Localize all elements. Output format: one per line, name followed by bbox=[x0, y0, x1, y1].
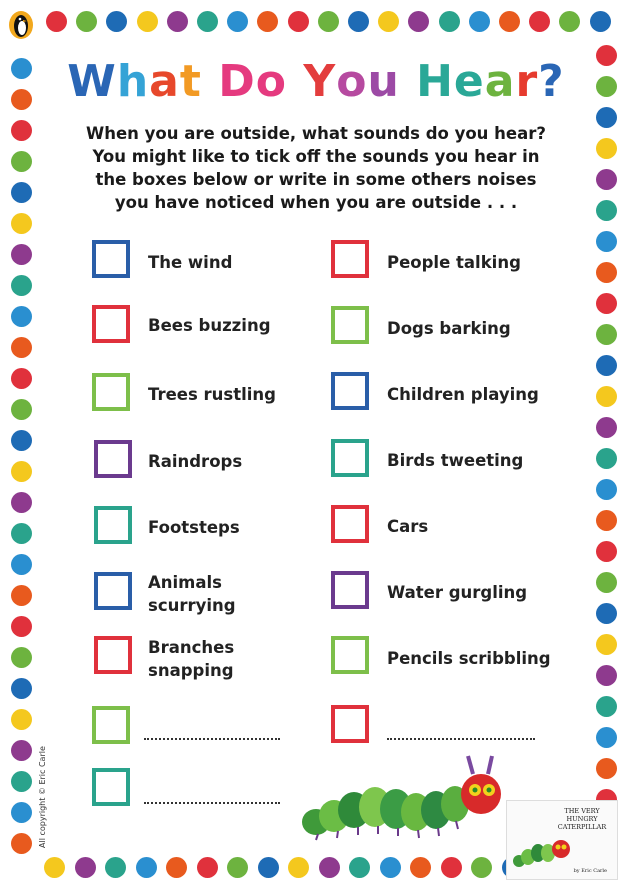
border-dot bbox=[106, 11, 127, 32]
border-dot bbox=[410, 857, 431, 878]
border-dot bbox=[11, 244, 32, 265]
border-dot bbox=[596, 758, 617, 779]
border-dot bbox=[105, 857, 126, 878]
book-title-line: HUNGRY bbox=[566, 815, 598, 823]
border-dot bbox=[596, 138, 617, 159]
border-dot bbox=[166, 857, 187, 878]
book-caterpillar-image bbox=[511, 831, 571, 871]
border-dot bbox=[11, 461, 32, 482]
border-dot bbox=[596, 665, 617, 686]
border-dot bbox=[11, 306, 32, 327]
title-letter: o bbox=[255, 56, 287, 107]
border-dot bbox=[596, 386, 617, 407]
border-dot bbox=[348, 11, 369, 32]
border-dot bbox=[197, 11, 218, 32]
border-dot bbox=[11, 616, 32, 637]
label-dogs-barking: Dogs barking bbox=[387, 319, 511, 338]
label-water-gurgling: Water gurgling bbox=[387, 583, 528, 602]
border-dot bbox=[559, 11, 580, 32]
page-title bbox=[0, 56, 632, 108]
checkbox-blank-right-1[interactable] bbox=[331, 705, 369, 743]
border-dot bbox=[596, 355, 617, 376]
checkbox-raindrops[interactable] bbox=[94, 440, 132, 478]
border-dot bbox=[318, 11, 339, 32]
border-dot bbox=[596, 510, 617, 531]
border-dot bbox=[137, 11, 158, 32]
border-dot bbox=[590, 11, 611, 32]
border-dot bbox=[11, 151, 32, 172]
border-dot bbox=[596, 634, 617, 655]
label-the-wind: The wind bbox=[148, 253, 233, 272]
border-dot bbox=[46, 11, 67, 32]
border-dot bbox=[11, 678, 32, 699]
border-dot bbox=[11, 523, 32, 544]
border-dot bbox=[596, 231, 617, 252]
checkbox-footsteps[interactable] bbox=[94, 506, 132, 544]
title-letter: r bbox=[515, 56, 539, 107]
book-title-line: CATERPILLAR bbox=[557, 823, 607, 831]
intro-line: When you are outside, what sounds do you hear? bbox=[86, 124, 546, 143]
border-dot bbox=[11, 833, 32, 854]
border-dot bbox=[596, 293, 617, 314]
label-raindrops: Raindrops bbox=[148, 452, 243, 471]
label-bees-buzzing: Bees buzzing bbox=[148, 316, 271, 335]
border-dot bbox=[471, 857, 492, 878]
label-pencils-scribbling: Pencils scribbling bbox=[387, 649, 551, 668]
title-letter: ? bbox=[538, 56, 565, 107]
title-letter: a bbox=[484, 56, 516, 107]
title-letter: D bbox=[218, 56, 256, 107]
border-dot bbox=[11, 368, 32, 389]
border-dot bbox=[11, 802, 32, 823]
border-dot bbox=[11, 647, 32, 668]
border-dot bbox=[596, 324, 617, 345]
border-dot bbox=[75, 857, 96, 878]
border-dot bbox=[529, 11, 550, 32]
border-dot bbox=[167, 11, 188, 32]
title-letter: Y bbox=[303, 56, 337, 107]
caterpillar-illustration bbox=[298, 752, 503, 844]
label-animals-scurrying: Animals scurrying bbox=[148, 573, 236, 615]
title-letter: o bbox=[336, 56, 368, 107]
label-trees-rustling: Trees rustling bbox=[148, 385, 276, 404]
title-letter: W bbox=[67, 56, 117, 107]
border-dot bbox=[11, 771, 32, 792]
checkbox-people-talking[interactable] bbox=[331, 240, 369, 278]
copyright-text: All copyright © Eric Carle bbox=[38, 746, 47, 848]
border-dot bbox=[441, 857, 462, 878]
border-dot bbox=[408, 11, 429, 32]
checkbox-pencils-scribbling[interactable] bbox=[331, 636, 369, 674]
border-dot bbox=[11, 709, 32, 730]
checkbox-trees-rustling[interactable] bbox=[92, 373, 130, 411]
border-dot bbox=[11, 740, 32, 761]
title-letter bbox=[287, 56, 303, 108]
border-dot bbox=[469, 11, 490, 32]
checkbox-bees-buzzing[interactable] bbox=[92, 305, 130, 343]
label-children-playing: Children playing bbox=[387, 385, 539, 404]
checkbox-branches-snapping[interactable] bbox=[94, 636, 132, 674]
write-in-line[interactable] bbox=[387, 738, 535, 740]
border-dot bbox=[11, 120, 32, 141]
border-dot bbox=[596, 169, 617, 190]
checkbox-animals-scurrying[interactable] bbox=[94, 572, 132, 610]
checkbox-blank-left-2[interactable] bbox=[92, 768, 130, 806]
border-dot bbox=[439, 11, 460, 32]
checkbox-the-wind[interactable] bbox=[92, 240, 130, 278]
border-dot bbox=[44, 857, 65, 878]
border-dot bbox=[258, 857, 279, 878]
label-cars: Cars bbox=[387, 517, 429, 536]
border-dot bbox=[227, 11, 248, 32]
border-dot bbox=[11, 399, 32, 420]
border-dot bbox=[596, 417, 617, 438]
border-dot bbox=[76, 11, 97, 32]
border-dot bbox=[596, 572, 617, 593]
book-title bbox=[553, 807, 611, 831]
penguin-logo bbox=[8, 10, 34, 40]
write-in-line[interactable] bbox=[144, 738, 280, 740]
border-dot bbox=[11, 337, 32, 358]
border-dot bbox=[596, 200, 617, 221]
intro-text bbox=[70, 122, 562, 214]
border-dot bbox=[596, 479, 617, 500]
label-people-talking: People talking bbox=[387, 253, 521, 272]
title-letter: a bbox=[149, 56, 180, 107]
border-dot bbox=[319, 857, 340, 878]
checkbox-cars[interactable] bbox=[331, 505, 369, 543]
title-letter: h bbox=[116, 56, 150, 107]
intro-line: you have noticed when you are outside . . . bbox=[114, 193, 518, 212]
book-title-line: THE VERY bbox=[564, 807, 600, 815]
border-dot bbox=[288, 11, 309, 32]
label-birds-tweeting: Birds tweeting bbox=[387, 451, 524, 470]
title-letter: e bbox=[453, 56, 485, 107]
checkbox-birds-tweeting[interactable] bbox=[331, 439, 369, 477]
border-dot bbox=[257, 11, 278, 32]
intro-line: You might like to tick off the sounds you hear in bbox=[92, 147, 540, 166]
border-dot bbox=[136, 857, 157, 878]
book-cover bbox=[506, 800, 618, 880]
border-dot bbox=[11, 213, 32, 234]
border-dot bbox=[596, 107, 617, 128]
border-dot bbox=[11, 430, 32, 451]
title-letter: H bbox=[416, 56, 454, 107]
label-footsteps: Footsteps bbox=[148, 518, 240, 537]
title-letter: u bbox=[367, 56, 400, 107]
checkbox-dogs-barking[interactable] bbox=[331, 306, 369, 344]
border-dot bbox=[378, 11, 399, 32]
title-letter bbox=[400, 56, 416, 108]
checkbox-water-gurgling[interactable] bbox=[331, 571, 369, 609]
border-dot bbox=[596, 696, 617, 717]
border-dot bbox=[596, 541, 617, 562]
border-dot bbox=[11, 554, 32, 575]
checkbox-blank-left-1[interactable] bbox=[92, 706, 130, 744]
border-dot bbox=[11, 182, 32, 203]
border-dot bbox=[596, 603, 617, 624]
book-author: by Eric Carle bbox=[573, 868, 607, 874]
label-branches-snapping: Branches snapping bbox=[148, 638, 235, 680]
border-dot bbox=[380, 857, 401, 878]
title-letter: t bbox=[179, 56, 202, 107]
border-dot bbox=[227, 857, 248, 878]
border-dot bbox=[596, 262, 617, 283]
border-dot bbox=[596, 448, 617, 469]
border-dot bbox=[11, 275, 32, 296]
title-letter bbox=[202, 56, 218, 108]
border-dot bbox=[197, 857, 218, 878]
border-dot bbox=[499, 11, 520, 32]
border-dot bbox=[288, 857, 309, 878]
border-dot bbox=[349, 857, 370, 878]
border-dot bbox=[596, 727, 617, 748]
intro-line: the boxes below or write in some others noises bbox=[95, 170, 537, 189]
border-dot bbox=[11, 585, 32, 606]
checkbox-children-playing[interactable] bbox=[331, 372, 369, 410]
border-dot bbox=[11, 492, 32, 513]
write-in-line[interactable] bbox=[144, 802, 280, 804]
